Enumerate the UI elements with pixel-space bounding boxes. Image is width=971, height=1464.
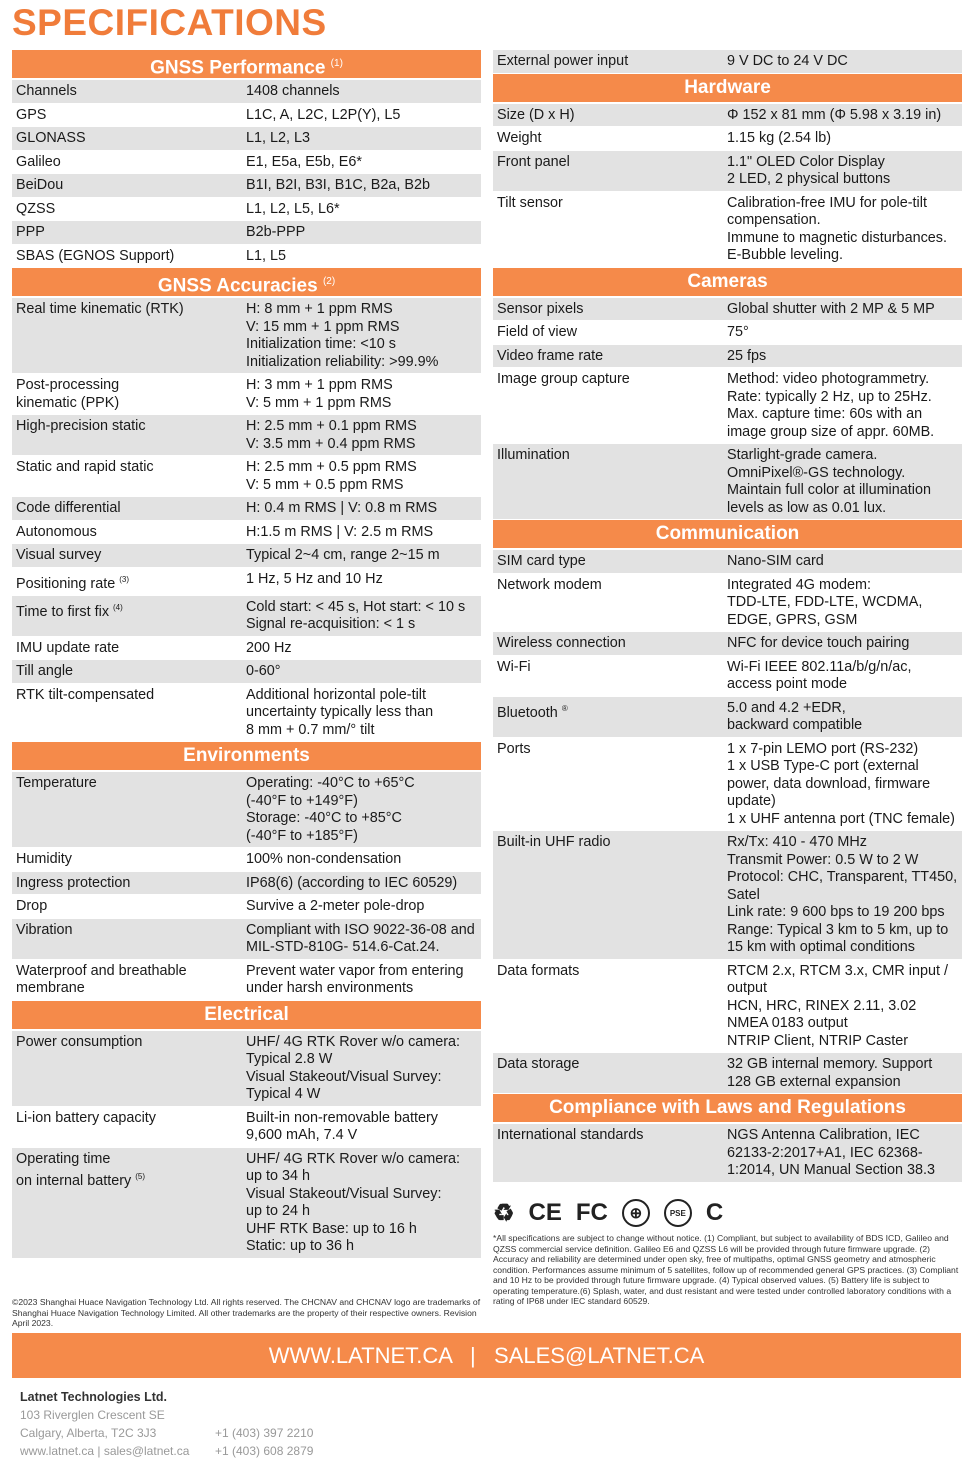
spec-row xyxy=(493,831,962,959)
left-column xyxy=(12,50,481,1259)
spec-value: B2b-PPP xyxy=(246,224,306,240)
spec-label-text: Humidity xyxy=(16,851,72,868)
spec-label xyxy=(493,635,725,653)
spec-row xyxy=(12,127,481,150)
spec-row xyxy=(12,245,481,268)
spec-value: 1.15 kg (2.54 lb) xyxy=(727,130,831,146)
spec-value: H: 8 mm + 1 ppm RMS V: 15 mm + 1 ppm RMS Initialization time: <10 s Initialization reliability: >99.9% xyxy=(246,301,439,370)
spec-label-text: Li-ion battery capacity xyxy=(16,1109,156,1126)
spec-label xyxy=(12,775,244,845)
spec-value: Calibration-free IMU for pole-tilt compensation. Immune to magnetic disturbances. E-Bubble leveling. xyxy=(727,194,947,263)
section-header-gnss-performance xyxy=(12,50,481,78)
spec-label-text: Field of view xyxy=(497,324,577,340)
spec-label-text: Positioning rate xyxy=(16,575,116,592)
spec-label xyxy=(12,599,244,634)
spec-row xyxy=(12,298,481,373)
spec-label xyxy=(493,553,725,571)
spec-label-text: Front panel xyxy=(497,153,570,170)
spec-value: L1C, A, L2C, L2P(Y), L5 xyxy=(246,106,401,123)
section-header-electrical xyxy=(12,1001,481,1029)
spec-value: H: 2.5 mm + 0.1 ppm RMS V: 3.5 mm + 0.4 ppm RMS xyxy=(246,418,417,452)
section-title: Communication xyxy=(655,523,800,544)
spec-label xyxy=(493,834,725,957)
spec-label-text: RTK tilt-compensated xyxy=(16,686,155,703)
spec-label-text: SIM card type xyxy=(497,553,586,569)
spec-label xyxy=(493,659,725,694)
spec-row xyxy=(493,192,962,267)
spec-value: Additional horizontal pole-tilt uncertainty typically less than 8 mm + 0.7 mm/° tilt xyxy=(246,686,434,738)
copyright-text: ©2023 Shanghai Huace Navigation Technology Ltd. All rights reserved. The CHCNAV and CHCNAV logo are trademarks of Shanghai Huace Navigation Technology Limited. All other trademarks are the property of their respective owners. Revision April 2023. xyxy=(12,1297,481,1328)
spec-label xyxy=(493,741,725,829)
spec-row xyxy=(12,660,481,683)
spec-value: 1408 channels xyxy=(246,83,340,99)
spec-label xyxy=(12,201,244,219)
spec-row xyxy=(493,151,962,191)
spec-label xyxy=(12,377,244,412)
spec-row xyxy=(493,697,962,737)
spec-row xyxy=(12,960,481,1000)
spec-label-text: Bluetooth xyxy=(497,704,558,721)
spec-label xyxy=(12,177,244,195)
spec-value: UHF/ 4G RTK Rover w/o camera: up to 34 h Visual Stakeout/Visual Survey: up to 24 h UHF RTK Base: up to 16 h Static: up to 36 h xyxy=(246,1150,461,1255)
spec-value: H: 3 mm + 1 ppm RMS V: 5 mm + 1 ppm RMS xyxy=(246,377,393,411)
phone-1[interactable]: +1 (403) 397 2210 xyxy=(215,1426,314,1440)
spec-label-text: Time to first fix xyxy=(16,603,110,620)
section-header-gnss-accuracies xyxy=(12,268,481,296)
spec-label xyxy=(12,640,244,658)
spec-row xyxy=(493,345,962,368)
spec-value: 32 GB internal memory. Support 128 GB external expansion xyxy=(727,1056,933,1090)
footnote-ref: (1) xyxy=(330,58,343,69)
spec-value: UHF/ 4G RTK Rover w/o camera: Typical 2.8 W Visual Stakeout/Visual Survey: Typical 4 W xyxy=(246,1033,461,1103)
spec-value: L1, L2, L5, L6* xyxy=(246,200,340,217)
spec-label: External power input xyxy=(497,53,629,69)
spec-label xyxy=(493,1056,725,1091)
company-footer xyxy=(20,1388,189,1460)
footnote-ref: (2) xyxy=(322,276,336,287)
spec-value: RTCM 2.x, RTCM 3.x, CMR input / output HCN, HRC, RINEX 2.11, 3.02 NMEA 0183 output NTRIP Client, NTRIP Caster xyxy=(727,962,948,1049)
spec-row xyxy=(493,574,962,632)
spec-row xyxy=(493,960,962,1053)
spec-value: 75° xyxy=(727,324,749,340)
footnote-ref: ® xyxy=(561,703,568,713)
spec-label xyxy=(12,898,244,916)
ce-mark-icon: CE xyxy=(528,1199,562,1226)
right-column xyxy=(493,50,962,1183)
spec-label-text: Tilt sensor xyxy=(497,194,563,211)
spec-row xyxy=(493,298,962,321)
spec-row xyxy=(12,1107,481,1147)
certification-logos xyxy=(493,1196,962,1230)
spec-label xyxy=(493,348,725,366)
spec-row xyxy=(493,632,962,655)
spec-row xyxy=(12,221,481,244)
spec-label xyxy=(493,301,725,319)
spec-label xyxy=(12,459,244,494)
section-title: GNSS Performance xyxy=(150,57,326,79)
spec-value: Method: video photogrammetry. Rate: typically 2 Hz, up to 25Hz. Max. capture time: 60s with an image group size of appr. 60MB. xyxy=(727,371,935,440)
spec-label-text: High-precision static xyxy=(16,418,146,434)
spec-label-text: Power consumption xyxy=(16,1033,143,1050)
spec-label-text: SBAS (EGNOS Support) xyxy=(16,247,175,264)
spec-label xyxy=(12,851,244,869)
recycle-icon: ♻ xyxy=(493,1199,515,1227)
spec-value: 200 Hz xyxy=(246,639,292,656)
spec-row xyxy=(493,1124,962,1182)
address-line-1: 103 Riverglen Crescent SE xyxy=(20,1408,165,1422)
spec-value: Typical 2~4 cm, range 2~15 m xyxy=(246,547,440,563)
footnotes: *All specifications are subject to change without notice. (1) Compliant, but subject to availability of BDS ICD, Galileo and QZSS commercial service definition. Galileo E6 and QZSS L6 will be provided through future firmware upgrade. (2) Accuracy and reliability are determined under open sky, free of multipaths, optimal GNSS geometry and atmospheric condition. Performances assume minimum of 5 satellites, follow up of recommended general GPS practices. (3) Compliant and 10 Hz to be provided through future firmware upgrade. (4) Typical observed values. (5) Battery life is subject to operating temperature.(6) Splash, water, and dust resistant and were tested under controlled laboratory conditions with a rating of IP68 under IEC standard 60529. xyxy=(493,1233,959,1306)
spec-value: Operating: -40°C to +65°C (-40°F to +149°F) Storage: -40°C to +85°C (-40°F to +185°F) xyxy=(246,775,415,844)
spec-label-text: IMU update rate xyxy=(16,639,120,656)
footnote-ref: (5) xyxy=(135,1172,145,1182)
spec-label xyxy=(12,687,244,740)
spec-row xyxy=(12,848,481,871)
spec-value: 0-60° xyxy=(246,663,281,680)
spec-value: Built-in non-removable battery 9,600 mAh, 7.4 V xyxy=(246,1109,438,1144)
fcc-mark-icon: FC xyxy=(575,1199,608,1226)
spec-value: Wi-Fi IEEE 802.11a/b/g/n/ac, access point mode xyxy=(727,658,912,692)
spec-label-text: GPS xyxy=(16,106,47,123)
spec-label xyxy=(12,83,244,101)
contact-banner[interactable]: WWW.LATNET.CA | SALES@LATNET.CA xyxy=(12,1333,961,1378)
spec-value: NGS Antenna Calibration, IEC 62133-2:2017+A1, IEC 62368- 1:2014, UN Manual Section 38.3 xyxy=(727,1127,935,1178)
spec-label-text: Drop xyxy=(16,898,48,915)
spec-value: Starlight-grade camera. OmniPixel®-GS technology. Maintain full color at illumination levels as low as 0.01 lux. xyxy=(727,447,931,516)
spec-label xyxy=(12,922,244,957)
spec-value: Compliant with ISO 9022-36-08 and MIL-STD-810G- 514.6-Cat.24. xyxy=(246,921,475,956)
spec-label-text: International standards xyxy=(497,1127,644,1143)
footnote-ref: (4) xyxy=(113,602,123,612)
spec-label-text: Network modem xyxy=(497,576,602,593)
spec-value: L1, L5 xyxy=(246,247,287,264)
spec-label xyxy=(493,577,725,630)
section-header-communication xyxy=(493,520,962,548)
phone-2[interactable]: +1 (403) 608 2879 xyxy=(215,1444,314,1458)
spec-label-text: Temperature xyxy=(16,775,97,792)
spec-label-text: Video frame rate xyxy=(497,347,604,364)
spec-row xyxy=(12,374,481,414)
spec-row xyxy=(12,684,481,742)
spec-value: E1, E5a, E5b, E6* xyxy=(246,153,363,170)
spec-label xyxy=(493,447,725,517)
spec-label-text: Static and rapid static xyxy=(16,459,154,475)
spec-value: B1I, B2I, B3I, B1C, B2a, B2b xyxy=(246,177,430,193)
spec-row xyxy=(12,104,481,127)
spec-label-text: Size (D x H) xyxy=(497,106,575,123)
page-title: SPECIFICATIONS xyxy=(12,2,327,43)
spec-label xyxy=(12,963,244,998)
phone-numbers xyxy=(215,1424,313,1460)
spec-row xyxy=(12,151,481,174)
section-title: Compliance with Laws and Regulations xyxy=(549,1097,906,1118)
web-email[interactable]: www.latnet.ca | sales@latnet.ca xyxy=(20,1444,190,1458)
spec-label-text: Vibration xyxy=(16,921,73,938)
spec-label xyxy=(493,963,725,1051)
spec-label-text: Wi-Fi xyxy=(497,658,531,675)
spec-label xyxy=(12,418,244,453)
section-header-hardware xyxy=(493,74,962,102)
spec-label xyxy=(493,107,725,125)
spec-value: Integrated 4G modem: TDD-LTE, FDD-LTE, WCDMA, EDGE, GPRS, GSM xyxy=(727,576,923,628)
spec-label xyxy=(12,301,244,371)
spec-label-text: Image group capture xyxy=(497,371,630,387)
spec-label xyxy=(12,571,244,593)
spec-value: 1 Hz, 5 Hz and 10 Hz xyxy=(246,570,383,587)
spec-label-text: Ports xyxy=(497,740,531,757)
spec-row xyxy=(12,415,481,455)
spec-row xyxy=(12,596,481,636)
spec-label-text: Built-in UHF radio xyxy=(497,834,611,850)
spec-label-text: GLONASS xyxy=(16,130,86,146)
section-title: Hardware xyxy=(684,76,771,98)
spec-row xyxy=(12,895,481,918)
spec-value: 1 x 7-pin LEMO port (RS-232) 1 x USB Type-C port (external power, data download, firmware update) 1 x UHF antenna port (TNC female) xyxy=(727,740,955,827)
spec-label-text: Waterproof and breathable membrane xyxy=(16,962,187,997)
spec-value: Nano-SIM card xyxy=(727,553,824,569)
spec-label-text: Illumination xyxy=(497,447,570,463)
spec-label-text: Ingress protection xyxy=(16,874,131,891)
rohs-icon: ⊕ xyxy=(622,1199,650,1227)
spec-label xyxy=(12,547,244,565)
spec-row xyxy=(12,456,481,496)
spec-label-text: BeiDou xyxy=(16,177,64,193)
spec-label xyxy=(493,324,725,342)
section-title: GNSS Accuracies xyxy=(157,275,318,297)
spec-label xyxy=(493,195,725,265)
spec-label xyxy=(12,130,244,148)
spec-row xyxy=(12,872,481,895)
spec-row xyxy=(12,544,481,567)
spec-label xyxy=(493,154,725,189)
spec-label-text: Data formats xyxy=(497,962,580,979)
spec-label-text: Sensor pixels xyxy=(497,300,584,317)
spec-value: Survive a 2-meter pole-drop xyxy=(246,898,425,915)
spec-row xyxy=(12,521,481,544)
spec-label-text: Operating time on internal battery xyxy=(16,1150,132,1190)
spec-value: 1.1" OLED Color Display 2 LED, 2 physical buttons xyxy=(727,153,891,187)
spec-row xyxy=(12,1148,481,1258)
spec-value: 5.0 and 4.2 +EDR, backward compatible xyxy=(727,699,863,733)
spec-row xyxy=(493,1053,962,1093)
spec-value: IP68(6) (according to IEC 60529) xyxy=(246,874,458,891)
spec-value: Rx/Tx: 410 - 470 MHz Transmit Power: 0.5 W to 2 W Protocol: CHC, Transparent, TT450, Satel Link rate: 9 600 bps to 19 200 bps Range: Typical 3 km to 5 km, up to 15 km with optimal conditions xyxy=(727,834,958,955)
spec-value: Prevent water vapor from entering under harsh environments xyxy=(246,962,464,997)
pse-mark-icon: PSE xyxy=(664,1199,692,1227)
spec-label-text: Galileo xyxy=(16,153,61,170)
spec-label-text: Autonomous xyxy=(16,523,97,540)
section-header-environments xyxy=(12,742,481,770)
spec-row xyxy=(493,368,962,443)
spec-row xyxy=(493,550,962,573)
section-title: Environments xyxy=(183,745,310,767)
company-name: Latnet Technologies Ltd. xyxy=(20,1390,167,1404)
spec-label xyxy=(12,663,244,681)
section-header-compliance-with-laws-and-regulations xyxy=(493,1094,962,1122)
spec-label xyxy=(12,1151,244,1256)
spec-label-text: Till angle xyxy=(16,663,74,680)
spec-row xyxy=(493,444,962,519)
spec-label-text: QZSS xyxy=(16,200,56,217)
spec-row xyxy=(12,637,481,660)
spec-value: H: 2.5 mm + 0.5 ppm RMS V: 5 mm + 0.5 ppm RMS xyxy=(246,459,417,493)
spec-row xyxy=(12,772,481,847)
spec-value: 100% non-condensation xyxy=(246,851,402,868)
spec-row xyxy=(12,174,481,197)
footnote-ref: (3) xyxy=(119,574,129,584)
spec-label xyxy=(12,1110,244,1145)
spec-row xyxy=(12,1031,481,1106)
spec-row xyxy=(493,738,962,831)
spec-label-text: Weight xyxy=(497,130,542,146)
spec-row xyxy=(12,568,481,595)
spec-value: Cold start: < 45 s, Hot start: < 10 s Signal re-acquisition: < 1 s xyxy=(246,598,466,633)
spec-label xyxy=(12,248,244,266)
address-line-2: Calgary, Alberta, T2C 3J3 xyxy=(20,1426,157,1440)
spec-label xyxy=(12,875,244,893)
spec-row xyxy=(493,127,962,150)
spec-value: H:1.5 m RMS | V: 2.5 m RMS xyxy=(246,523,434,540)
spec-label-text: Visual survey xyxy=(16,547,102,563)
section-title: Electrical xyxy=(204,1003,289,1025)
spec-row xyxy=(493,104,962,127)
spec-value: NFC for device touch pairing xyxy=(727,635,910,651)
spec-label-text: Data storage xyxy=(497,1056,580,1072)
spec-label xyxy=(12,154,244,172)
spec-value: Φ 152 x 81 mm (Φ 5.98 x 3.19 in) xyxy=(727,106,942,123)
spec-label xyxy=(493,700,725,735)
spec-label-text: Channels xyxy=(16,83,77,99)
spec-value: 9 V DC to 24 V DC xyxy=(727,53,848,69)
rcm-mark-icon: C xyxy=(705,1199,724,1226)
spec-label xyxy=(12,107,244,125)
spec-label xyxy=(12,524,244,542)
spec-value: H: 0.4 m RMS | V: 0.8 m RMS xyxy=(246,500,438,516)
section-title: Cameras xyxy=(687,270,768,292)
spec-value: L1, L2, L3 xyxy=(246,130,311,146)
section-header-cameras xyxy=(493,268,962,296)
spec-value: Global shutter with 2 MP & 5 MP xyxy=(727,300,935,317)
spec-row xyxy=(493,656,962,696)
spec-label-text: PPP xyxy=(16,224,45,240)
spec-row xyxy=(12,919,481,959)
spec-label xyxy=(493,1127,725,1180)
spec-row xyxy=(12,198,481,221)
spec-label xyxy=(493,130,725,148)
spec-label-text: Real time kinematic (RTK) xyxy=(16,301,184,317)
spec-value: 25 fps xyxy=(727,347,767,364)
spec-label xyxy=(12,1034,244,1104)
spec-label xyxy=(12,224,244,242)
spec-label-text: Code differential xyxy=(16,500,121,516)
spec-label xyxy=(12,500,244,518)
spec-row xyxy=(12,497,481,520)
spec-label-text: Post-processing kinematic (PPK) xyxy=(16,377,120,411)
spec-row xyxy=(12,80,481,103)
spec-row xyxy=(493,321,962,344)
spec-row xyxy=(493,50,962,73)
spec-label xyxy=(493,371,725,441)
spec-label-text: Wireless connection xyxy=(497,635,626,651)
